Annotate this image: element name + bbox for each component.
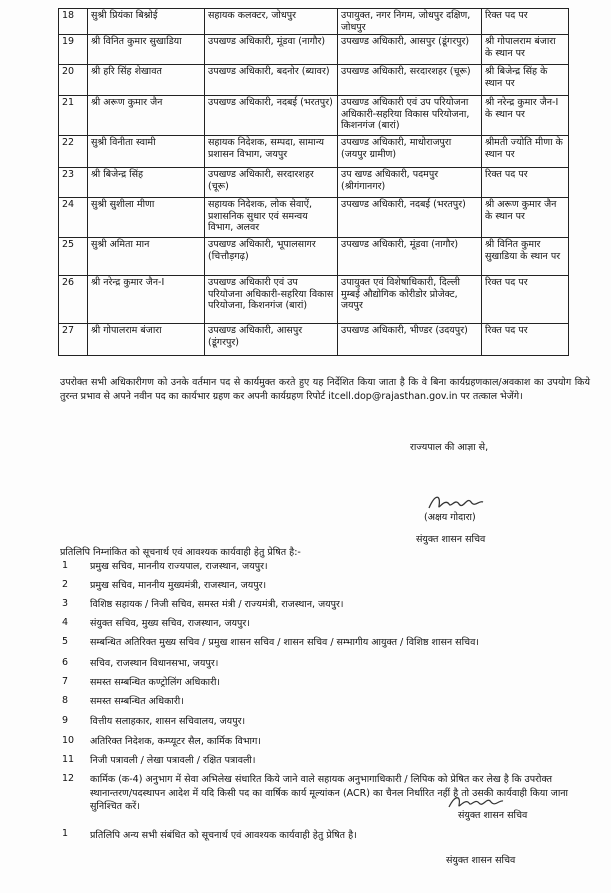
list-item-text: प्रमुख सचिव, माननीय राज्यपाल, राजस्थान, जयपुर। <box>90 561 268 572</box>
cell-remark: श्रीमती ज्योति मीणा के स्थान पर <box>482 136 569 168</box>
paragraph-text-end: पर तत्काल भेजेंगे। <box>460 391 523 402</box>
cell-to: उपखण्ड अधिकारी, भीण्डर (उदयपुर) <box>338 324 482 356</box>
transfer-table <box>58 8 569 356</box>
cell-name: श्री विनित कुमार सुखाडिया <box>88 35 205 65</box>
signer-name: (अक्षय गोदारा) <box>424 512 476 523</box>
table-row <box>59 276 569 324</box>
cell-no: 20 <box>59 65 88 96</box>
list-item-number: 3 <box>62 598 69 609</box>
cell-from: सहायक कलक्टर, जोधपुर <box>205 9 338 35</box>
list-item-number: 10 <box>62 735 75 746</box>
cell-no: 18 <box>59 9 88 35</box>
list-item-number: 5 <box>62 636 69 647</box>
cell-to: उपखण्ड अधिकारी, आसपुर (डूंगरपुर) <box>338 35 482 65</box>
list-item-text: निजी पत्रावली / लेखा पत्रावली / रक्षित पत्रावली। <box>90 755 256 766</box>
list-item-text: अतिरिक्त निदेशक, कम्प्यूटर सैल, कार्मिक विभाग। <box>90 736 261 747</box>
cell-no: 19 <box>59 35 88 65</box>
cell-from: उपखण्ड अधिकारी, मूंडवा (नागौर) <box>205 35 338 65</box>
cell-to: उपखण्ड अधिकारी, नदबई (भरतपुर) <box>338 198 482 238</box>
cell-name: सुश्री प्रियंका बिश्नोई <box>88 9 205 35</box>
list-item-text: वित्तीय सलाहकार, शासन सचिवालय, जयपुर। <box>90 716 246 727</box>
table-row <box>59 168 569 198</box>
instruction-paragraph <box>60 376 590 404</box>
cell-remark: श्री अरूण कुमार जैन के स्थान पर <box>482 198 569 238</box>
cell-to: उपखण्ड अधिकारी, माधोराजपुरा (जयपुर ग्रामीण) <box>338 136 482 168</box>
list-item-number: 11 <box>62 754 75 765</box>
list-item-number: 12 <box>62 773 75 784</box>
cell-remark: श्री विनित कुमार सुखाडिया के स्थान पर <box>482 238 569 276</box>
cell-remark: रिक्त पद पर <box>482 324 569 356</box>
cell-from: सहायक निदेशक, लोक सेवाऐं, प्रशासनिक सुधार एवं समन्वय विभाग, अलवर <box>205 198 338 238</box>
cell-no: 21 <box>59 96 88 136</box>
list-item-number: 1 <box>62 560 69 571</box>
signer-designation: संयुक्त शासन सचिव <box>416 534 486 545</box>
cell-from: उपखण्ड अधिकारी, बदनोर (ब्यावर) <box>205 65 338 96</box>
cell-name: श्री नरेन्द्र कुमार जैन-I <box>88 276 205 324</box>
cell-no: 24 <box>59 198 88 238</box>
cell-from: सहायक निदेशक, सम्पदा, सामान्य प्रशासन विभाग, जयपुर <box>205 136 338 168</box>
sign3-designation: संयुक्त शासन सचिव <box>446 855 516 866</box>
list-item-text: संयुक्त सचिव, मुख्य सचिव, राजस्थान, जयपुर। <box>90 618 250 629</box>
by-order-line: राज्यपाल की आज्ञा से, <box>410 442 489 453</box>
cell-to: उपायुक्त एवं विशेषाधिकारी, दिल्ली मुम्बई औद्योगिक कोरीडोर प्रोजेक्ट, जयपुर <box>338 276 482 324</box>
list-item-number: 4 <box>62 617 69 628</box>
list-item-number: 8 <box>62 695 69 706</box>
cell-to: उपखण्ड अधिकारी, सरदारशहर (चूरू) <box>338 65 482 96</box>
cell-to: उपायुक्त, नगर निगम, जोधपुर दक्षिण, जोधपुर <box>338 9 482 35</box>
table-row <box>59 35 569 65</box>
cell-no: 27 <box>59 324 88 356</box>
cell-from: उपखण्ड अधिकारी, भूपालसागर (चित्तौड़गढ़) <box>205 238 338 276</box>
table-row <box>59 136 569 168</box>
cell-name: श्री गोपालराम बंजारा <box>88 324 205 356</box>
list-item-number: 7 <box>62 676 69 687</box>
cell-to: उप खण्ड अधिकारी, पदमपुर (श्रीगंगानगर) <box>338 168 482 198</box>
cell-remark: रिक्त पद पर <box>482 276 569 324</box>
table-row <box>59 238 569 276</box>
table-row <box>59 9 569 35</box>
table-row <box>59 324 569 356</box>
cell-no: 22 <box>59 136 88 168</box>
cell-remark: रिक्त पद पर <box>482 9 569 35</box>
cell-no: 26 <box>59 276 88 324</box>
list-item-text: समस्त सम्बन्धित अधिकारी। <box>90 696 184 707</box>
cell-from: उपखण्ड अधिकारी, नदबई (भरतपुर) <box>205 96 338 136</box>
cell-no: 23 <box>59 168 88 198</box>
table-row <box>59 96 569 136</box>
email-address: itcell.dop@rajasthan.gov.in <box>328 391 458 402</box>
cell-name: श्री अरूण कुमार जैन <box>88 96 205 136</box>
cell-remark: रिक्त पद पर <box>482 168 569 198</box>
sign2-designation: संयुक्त शासन सचिव <box>458 810 528 821</box>
list-item-number: 6 <box>62 657 69 668</box>
cell-to: उपखण्ड अधिकारी एवं उप परियोजना अधिकारी-सहरिया विकास परियोजना, किशनगंज (बारां) <box>338 96 482 136</box>
cell-from: उपखण्ड अधिकारी एवं उप परियोजना अधिकारी-सहरिया विकास परियोजना, किशनगंज (बारां) <box>205 276 338 324</box>
cell-remark: श्री गोपालराम बंजारा के स्थान पर <box>482 35 569 65</box>
cell-remark: श्री बिजेन्द्र सिंह के स्थान पर <box>482 65 569 96</box>
list-item-text: सम्बन्धित अतिरिक्त मुख्य सचिव / प्रमुख शासन सचिव / शासन सचिव / सम्भागीय आयुक्त / विशिष्ठ शासन सचिव। <box>90 637 479 648</box>
list-item-text: कार्मिक (क-4) अनुभाग में सेवा अभिलेख संधारित किये जाने वाले सहायक अनुभागाधिकारी / लिपिक को प्रेषित कर लेख है कि उपरोक्त स्थानान्तरण/पदस्थापन आदेश में यदि किसी पद का वार्षिक कार्य मूल्यांकन (ACR) का चैनल निर्धारित नहीं है तो उसकी कार्यवाही किया जाना सुनिश्चित करें। <box>90 774 569 812</box>
cell-to: उपखण्ड अधिकारी, मूंडवा (नागौर) <box>338 238 482 276</box>
list-item-number: 2 <box>62 579 69 590</box>
cell-from: उपखण्ड अधिकारी, आसपुर (डूंगरपुर) <box>205 324 338 356</box>
list-item-text: सचिव, राजस्थान विधानसभा, जयपुर। <box>90 658 219 669</box>
cell-name: श्री बिजेन्द्र सिंह <box>88 168 205 198</box>
table-row <box>59 198 569 238</box>
list-item-text: प्रमुख सचिव, माननीय मुख्यमंत्री, राजस्थान, जयपुर। <box>90 580 267 591</box>
copy2-text: प्रतिलिपि अन्य सभी संबंधित को सूचनार्थ एवं आवश्यक कार्यवाही हेतु प्रेषित है। <box>90 830 357 841</box>
copy2-number: 1 <box>62 828 69 839</box>
cell-from: उपखण्ड अधिकारी, सरदारशहर (चूरू) <box>205 168 338 198</box>
cell-name: सुश्री विनीता स्वामी <box>88 136 205 168</box>
paragraph-text: उपरोक्त सभी अधिकारीगण को उनके वर्तमान पद से कार्यमुक्त करते हुए यह निर्देशित किया जाता है कि वे बिना कार्यग्रहणकाल/अवकाश का उपयोग किये तुरन्त प्रभाव से अपने नवीन पद का कार्यभार ग्रहण कर अपनी कार्यग्रहण रिपोर्ट <box>60 377 590 402</box>
copy-heading: प्रतिलिपि निम्नांकित को सूचनार्थ एवं आवश्यक कार्यवाही हेतु प्रेषित है:- <box>60 547 301 558</box>
list-item-text: विशिष्ठ सहायक / निजी सचिव, समस्त मंत्री / राज्यमंत्री, राजस्थान, जयपुर। <box>90 599 344 610</box>
cell-no: 25 <box>59 238 88 276</box>
table-row <box>59 65 569 96</box>
cell-name: श्री हरि सिंह शेखावत <box>88 65 205 96</box>
list-item-text: समस्त सम्बन्धित कण्ट्रोलिंग अधिकारी। <box>90 677 221 688</box>
cell-name: सुश्री सुशीला मीणा <box>88 198 205 238</box>
list-item-number: 9 <box>62 715 69 726</box>
cell-name: सुश्री अमिता मान <box>88 238 205 276</box>
cell-remark: श्री नरेन्द्र कुमार जैन-I के स्थान पर <box>482 96 569 136</box>
